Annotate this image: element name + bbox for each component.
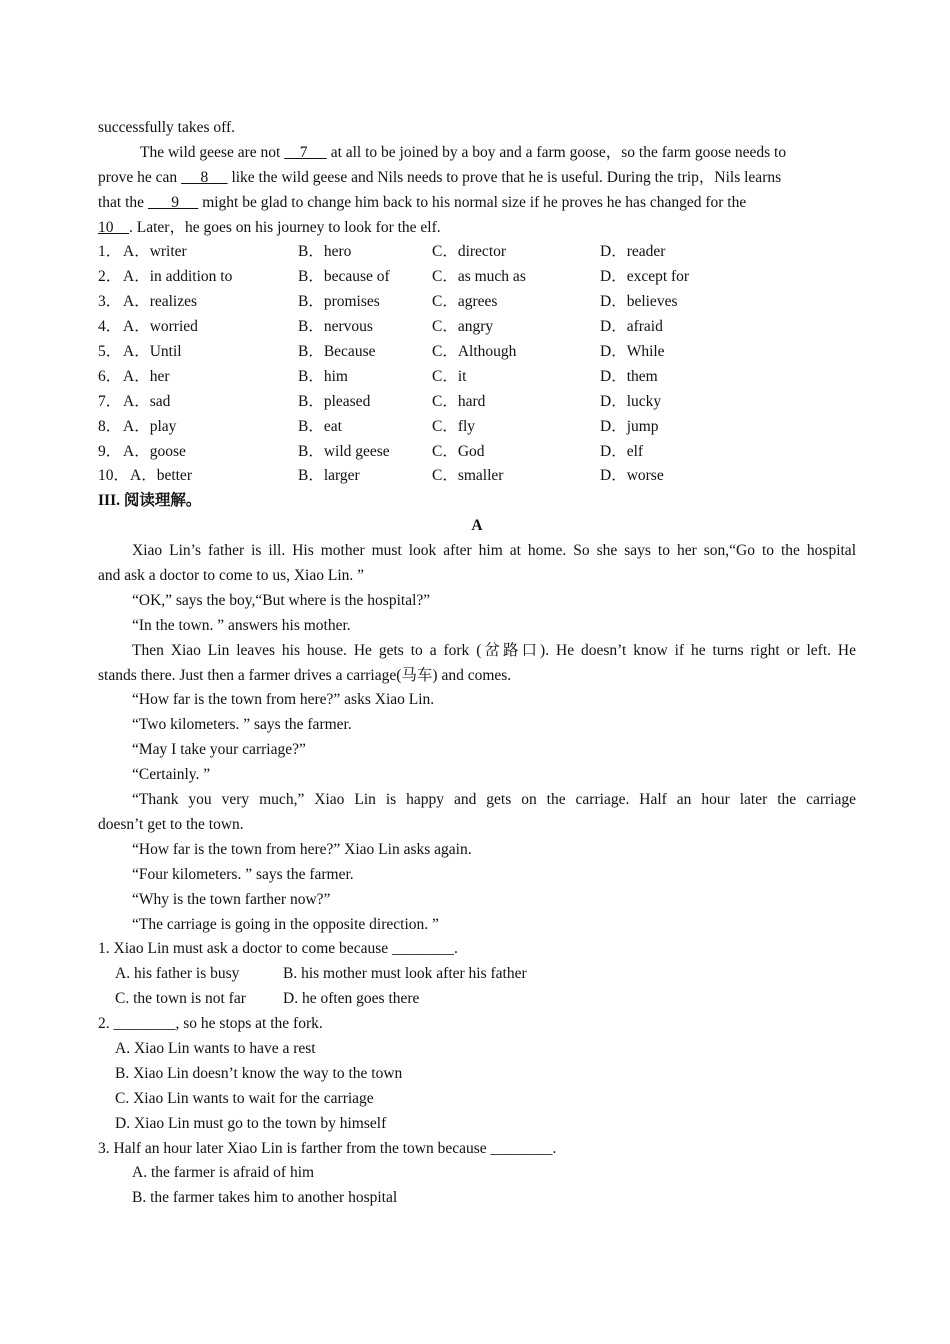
passage-dialogue: “May I take your carriage?” <box>132 741 306 759</box>
section-title: III. 阅读理解。 <box>98 492 202 510</box>
passage-dialogue: “Certainly. ” <box>132 766 211 784</box>
option-row: 4． A．worried B．nervous C．angry D．afraid <box>98 318 663 336</box>
option: C. the town is not far <box>115 990 246 1008</box>
option: B. Xiao Lin doesn’t know the way to the town <box>115 1064 403 1082</box>
option: A. Xiao Lin wants to have a rest <box>115 1039 316 1057</box>
option-row: 10． A．better B．larger C．smaller D．worse <box>98 467 664 485</box>
question-1: 1. Xiao Lin must ask a doctor to come because ________. <box>98 940 458 958</box>
passage-dialogue: “How far is the town from here?” Xiao Lin asks again. <box>132 840 472 858</box>
cloze-line-2: The wild geese are not 7 at all to be joined by a boy and a farm goose，so the farm goose needs to <box>140 143 787 161</box>
option-row: 8． A．play B．eat C．fly D．jump <box>98 417 659 435</box>
option-row: 7． A．sad B．pleased C．hard D．lucky <box>98 392 662 410</box>
option: A. his father is busy <box>115 965 240 983</box>
passage-dialogue: “OK,” says the boy,“But where is the hospital?” <box>132 591 431 609</box>
cloze-line-4: that the 9 might be glad to change him back to his normal size if he proves he has changed for the <box>98 193 747 211</box>
cloze-line-3: prove he can 8 like the wild geese and Nils needs to prove that he is useful. During the trip，Nils learns <box>98 168 782 186</box>
passage-dialogue: “The carriage is going in the opposite direction. ” <box>132 915 439 933</box>
option: C. Xiao Lin wants to wait for the carriage <box>115 1089 374 1107</box>
passage-paragraph: Then Xiao Lin leaves his house. He gets to a fork (岔路口). He doesn’t know if he turns right or left. He <box>132 641 856 659</box>
passage-paragraph: Xiao Lin’s father is ill. His mother must look after him at home. So she says to her son,“Go to the hospital <box>132 542 856 560</box>
passage-dialogue: “In the town. ” answers his mother. <box>132 616 351 634</box>
question-1-options-cd <box>98 987 856 1012</box>
passage-paragraph-cont: and ask a doctor to come to us, Xiao Lin. ” <box>98 567 365 585</box>
option-row: 1． A．writer B．hero C．director D．reader <box>98 243 666 261</box>
blank-9: 9 <box>171 193 179 211</box>
blank-10: 10 <box>98 218 114 236</box>
question-2: 2. ________, so he stops at the fork. <box>98 1015 323 1033</box>
cloze-line-1: successfully takes off. <box>98 119 236 136</box>
option-row: 6． A．her B．him C．it D．them <box>98 367 658 385</box>
passage-paragraph-cont: doesn’t get to the town. <box>98 815 244 833</box>
blank-8: 8 <box>200 168 209 186</box>
passage-dialogue: “Why is the town farther now?” <box>132 890 331 908</box>
option: B. the farmer takes him to another hospital <box>132 1189 398 1207</box>
option-row: 9． A．goose B．wild geese C．God D．elf <box>98 442 644 460</box>
passage-paragraph: “Thank you very much,” Xiao Lin is happy and gets on the carriage. Half an hour later the carriage <box>132 791 856 809</box>
option-row: 3． A．realizes B．promises C．agrees D．believes <box>98 293 678 311</box>
option-row: 5． A．Until B．Because C．Although D．While <box>98 343 665 361</box>
cloze-options-table <box>98 240 856 489</box>
option-row: 2． A．in addition to B．because of C．as much as D．except for <box>98 268 690 286</box>
passage-paragraph-cont: stands there. Just then a farmer drives a carriage(马车) and comes. <box>98 666 512 684</box>
passage-dialogue: “Two kilometers. ” says the farmer. <box>132 716 352 734</box>
passage-dialogue: “How far is the town from here?” asks Xiao Lin. <box>132 691 435 709</box>
passage-dialogue: “Four kilometers. ” says the farmer. <box>132 865 354 883</box>
blank-7: 7 <box>299 143 308 161</box>
option: B. his mother must look after his father <box>283 965 527 983</box>
option: A. the farmer is afraid of him <box>132 1164 315 1182</box>
passage-title: A <box>471 517 483 535</box>
cloze-line-5: 10 . Later，he goes on his journey to look for the elf. <box>98 218 441 236</box>
question-1-options-ab <box>98 962 856 987</box>
question-3: 3. Half an hour later Xiao Lin is farther from the town because ________. <box>98 1139 557 1157</box>
option: D. Xiao Lin must go to the town by himself <box>115 1114 387 1132</box>
option: D. he often goes there <box>283 990 420 1008</box>
document-page <box>98 116 856 1211</box>
